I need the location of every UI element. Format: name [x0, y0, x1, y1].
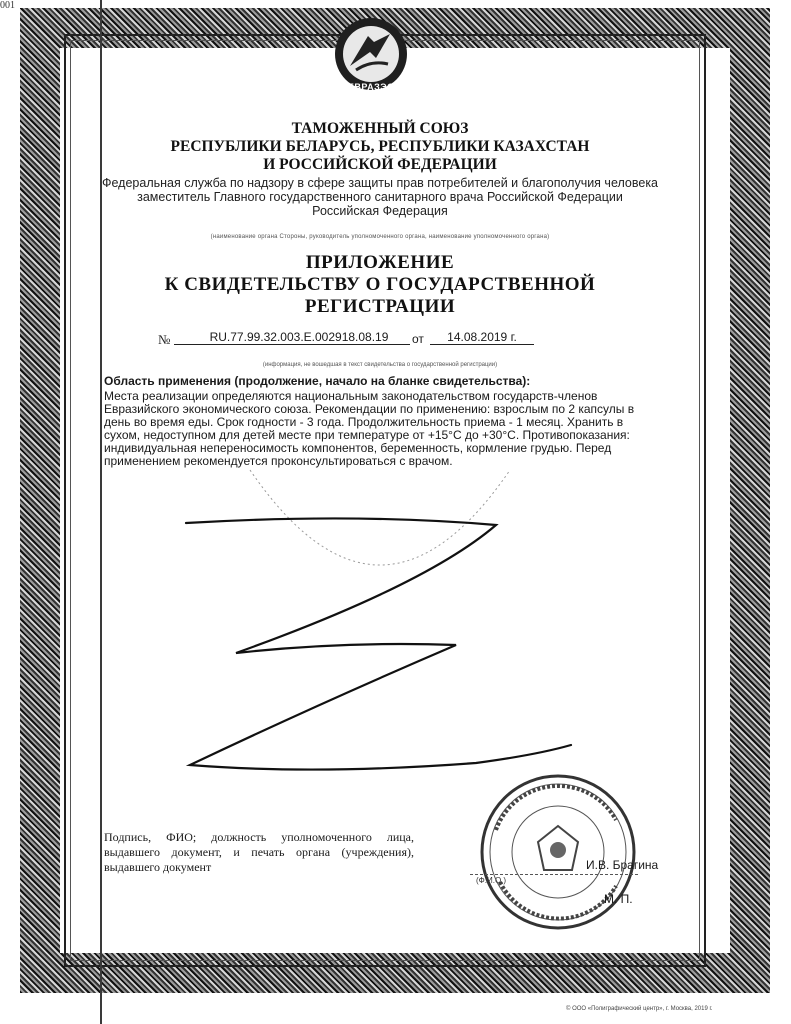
header-line-1: ТАМОЖЕННЫЙ СОЮЗ — [291, 120, 469, 137]
registration-number: RU.77.99.32.003.E.002918.08.19 — [174, 330, 410, 345]
document-body — [100, 120, 660, 468]
agency-line-2: заместитель Главного государственного санитарного врача Российской Федерации — [137, 190, 623, 204]
fio-caption: (Ф.И.О.) — [476, 876, 507, 885]
registration-date: 14.08.2019 г. — [430, 330, 534, 345]
date-from-label: от — [412, 332, 424, 346]
section-body: Места реализации определяются национальным законодательством государств-членов Евразийского экономического союза. Рекомендации по применению: взрослым по 2 капсулы в день во время еды. Срок годности - 3 года. Продолжительность приема - 1 месяц. Хранить в сухом, недоступном для детей месте при температуре от +15°С до +30°С. Противопоказания: индивидуальная непереносимость компонентов, беременность, кормление грудью. Перед применением рекомендуется проконсультироваться с врачом. — [104, 389, 635, 468]
signer-name: И.В. Брагина — [586, 858, 659, 872]
number-sign: № — [158, 332, 171, 347]
official-seal — [476, 770, 640, 934]
signature-line — [470, 874, 638, 875]
title-line-2: К СВИДЕТЕЛЬСТВУ О ГОСУДАРСТВЕННОЙ РЕГИСТРАЦИИ — [164, 274, 596, 317]
title-line-1: ПРИЛОЖЕНИЕ — [305, 252, 455, 273]
printer-note: © ООО «Полиграфический центр», г. Москва, 2019 г. — [566, 1006, 713, 1012]
caption-authority: (наименование органа Стороны, руководитель уполномоченного органа, наименование уполномоченного органа) — [210, 234, 550, 240]
caption-info: (информация, не вошедшая в текст свидетельства о государственной регистрации) — [262, 362, 498, 368]
crossout-scribble — [176, 505, 576, 785]
corner-mark: 001 — [0, 0, 15, 11]
emblem-label: ЕВРАЗЭС — [347, 82, 395, 92]
registration-row — [100, 330, 660, 350]
header-line-2: РЕСПУБЛИКИ БЕЛАРУСЬ, РЕСПУБЛИКИ КАЗАХСТАН — [170, 138, 590, 155]
section-title: Область применения (продолжение, начало на бланке свидетельства): — [104, 374, 531, 388]
agency-line-3: Российская Федерация — [312, 204, 448, 218]
header-line-3: И РОССИЙСКОЙ ФЕДЕРАЦИИ — [263, 156, 497, 173]
seal-place-label: М. П. — [604, 892, 633, 906]
signature-caption: Подпись, ФИО; должность уполномоченного лица, выдавшего документ, и печать органа (учреждения), выдавшего документ — [104, 830, 414, 874]
agency-line-1: Федеральная служба по надзору в сфере защиты прав потребителей и благополучия человека — [101, 176, 659, 190]
